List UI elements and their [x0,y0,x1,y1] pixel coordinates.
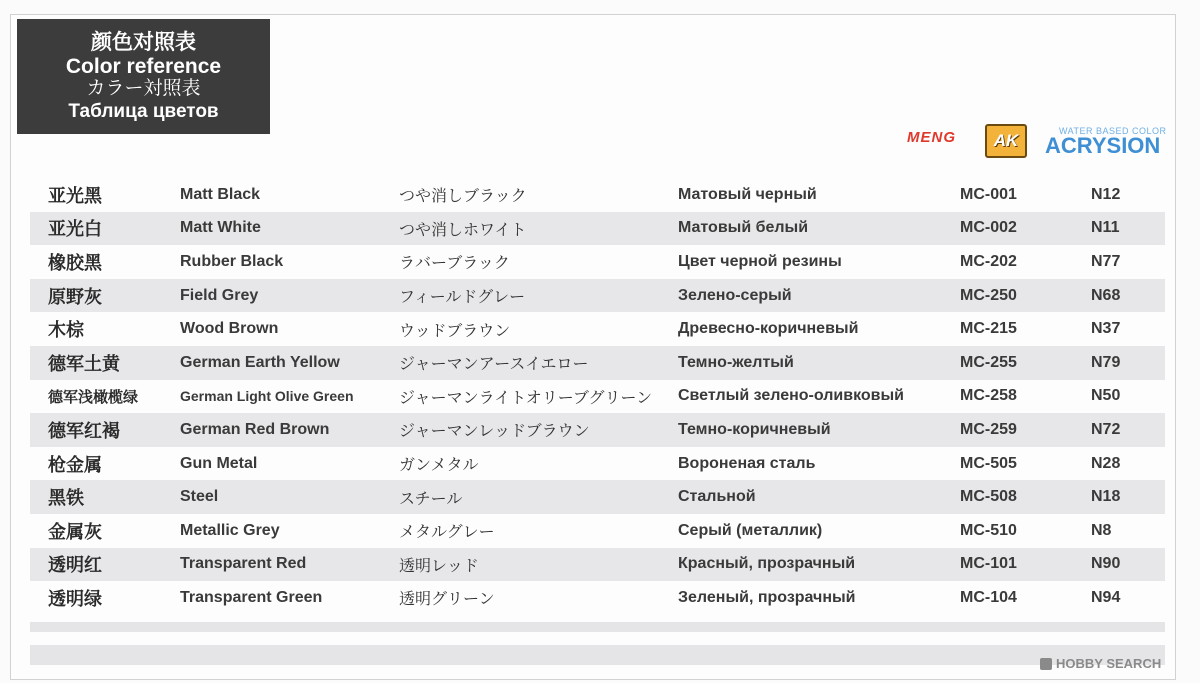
cell-english: Transparent Green [180,588,323,606]
cell-english: Steel [180,488,219,506]
hobby-search-icon [1040,658,1052,670]
title-box [17,19,270,134]
cell-chinese: 透明绿 [48,588,102,610]
cell-mc-code: MC-250 [960,286,1017,304]
cell-russian: Темно-желтый [678,353,794,371]
cell-n-code: N77 [1091,252,1121,270]
table-row [30,581,1165,615]
cell-chinese: 透明红 [48,555,102,577]
cell-russian: Светлый зелено-оливковый [678,387,904,405]
cell-mc-code: MC-259 [960,420,1017,438]
cell-n-code: N28 [1091,454,1121,472]
cell-n-code: N37 [1091,320,1121,338]
cell-russian: Матовый белый [678,219,809,237]
cell-mc-code: MC-510 [960,521,1017,539]
cell-japanese: ジャーマンライトオリーブグリーン [399,387,653,407]
cell-russian: Вороненая сталь [678,454,816,472]
cell-n-code: N79 [1091,353,1121,371]
ak-logo [985,124,1027,158]
cell-japanese: ラバーブラック [399,253,510,273]
table-row [30,480,1165,514]
cell-russian: Серый (металлик) [678,521,823,539]
table-row [30,514,1165,548]
acrysion-logo [1045,126,1167,156]
table-row [30,380,1165,414]
cell-mc-code: MC-202 [960,252,1017,270]
cell-mc-code: MC-002 [960,219,1017,237]
cell-japanese: 透明グリーン [399,589,495,609]
cell-english: Field Grey [180,286,259,304]
cell-japanese: メタルグレー [399,522,495,542]
cell-chinese: 原野灰 [48,286,102,308]
cell-chinese: 枪金属 [48,454,102,476]
cell-mc-code: MC-255 [960,353,1017,371]
cell-chinese: 德军红褐 [48,420,120,442]
meng-logo: MENG [907,129,956,146]
title-ru: Таблица цветов [68,100,219,122]
title-zh: 颜色对照表 [91,30,196,54]
title-en: Color reference [65,54,222,78]
cell-english: Transparent Red [180,555,307,573]
cell-russian: Стальной [678,488,756,506]
cell-english: Metallic Grey [180,521,280,539]
cell-chinese: 德军浅橄榄绿 [48,387,139,406]
watermark-text: HOBBY SEARCH [1056,656,1162,671]
cell-n-code: N12 [1091,185,1121,203]
table-row [30,447,1165,481]
cell-n-code: N18 [1091,488,1121,506]
cell-n-code: N90 [1091,555,1121,573]
cell-japanese: スチール [399,488,463,508]
cell-russian: Матовый черный [678,185,817,203]
cell-russian: Зеленый, прозрачный [678,588,856,606]
table-row [30,178,1165,212]
cell-chinese: 亚光白 [48,219,102,241]
cell-russian: Зелено-серый [678,286,792,304]
table-row [30,245,1165,279]
empty-row [30,645,1165,665]
cell-mc-code: MC-215 [960,320,1017,338]
table-row [30,279,1165,313]
cell-english: German Light Olive Green [180,388,354,405]
title-ja: カラー対照表 [86,77,201,99]
cell-chinese: 金属灰 [48,521,102,543]
ak-logo-text: AK [993,131,1019,150]
cell-chinese: 木棕 [48,320,84,342]
cell-n-code: N50 [1091,387,1121,405]
cell-english: Matt Black [180,185,261,203]
empty-row [30,622,1165,632]
cell-n-code: N11 [1091,219,1120,237]
cell-russian: Темно-коричневый [678,420,831,438]
cell-n-code: N72 [1091,420,1121,438]
cell-english: German Earth Yellow [180,353,340,371]
cell-chinese: 亚光黑 [48,185,102,207]
cell-english: German Red Brown [180,420,330,438]
cell-japanese: ガンメタル [399,455,479,475]
cell-mc-code: MC-508 [960,488,1017,506]
cell-english: Gun Metal [180,454,258,472]
cell-n-code: N68 [1091,286,1121,304]
cell-n-code: N94 [1091,588,1121,606]
cell-mc-code: MC-258 [960,387,1017,405]
cell-english: Rubber Black [180,252,284,270]
table-row [30,413,1165,447]
cell-russian: Цвет черной резины [678,252,842,270]
cell-japanese: ウッドブラウン [399,320,511,340]
cell-mc-code: MC-104 [960,588,1017,606]
cell-chinese: 橡胶黑 [48,252,102,274]
cell-japanese: ジャーマンレッドブラウン [399,421,590,441]
cell-mc-code: MC-505 [960,454,1017,472]
cell-n-code: N8 [1091,521,1112,539]
cell-russian: Красный, прозрачный [678,555,856,573]
watermark [1040,656,1161,671]
cell-japanese: フィールドグレー [399,287,526,307]
acrysion-wordmark: ACRYSION [1045,133,1161,158]
cell-english: Matt White [180,219,261,237]
cell-mc-code: MC-101 [960,555,1017,573]
table-row [30,346,1165,380]
cell-mc-code: MC-001 [960,185,1017,203]
cell-japanese: 透明レッド [399,555,479,575]
table-row [30,312,1165,346]
table-row [30,212,1165,246]
cell-chinese: 德军土黄 [48,353,120,375]
acrysion-tagline: WATER BASED COLOR [1059,126,1167,136]
cell-chinese: 黑铁 [48,488,84,510]
color-table [30,178,1165,615]
cell-english: Wood Brown [180,320,279,338]
table-row [30,548,1165,582]
cell-japanese: ジャーマンアースイエロー [399,354,589,374]
cell-russian: Древесно-коричневый [678,320,859,338]
cell-japanese: つや消しホワイト [399,219,527,239]
cell-japanese: つや消しブラック [399,186,527,206]
